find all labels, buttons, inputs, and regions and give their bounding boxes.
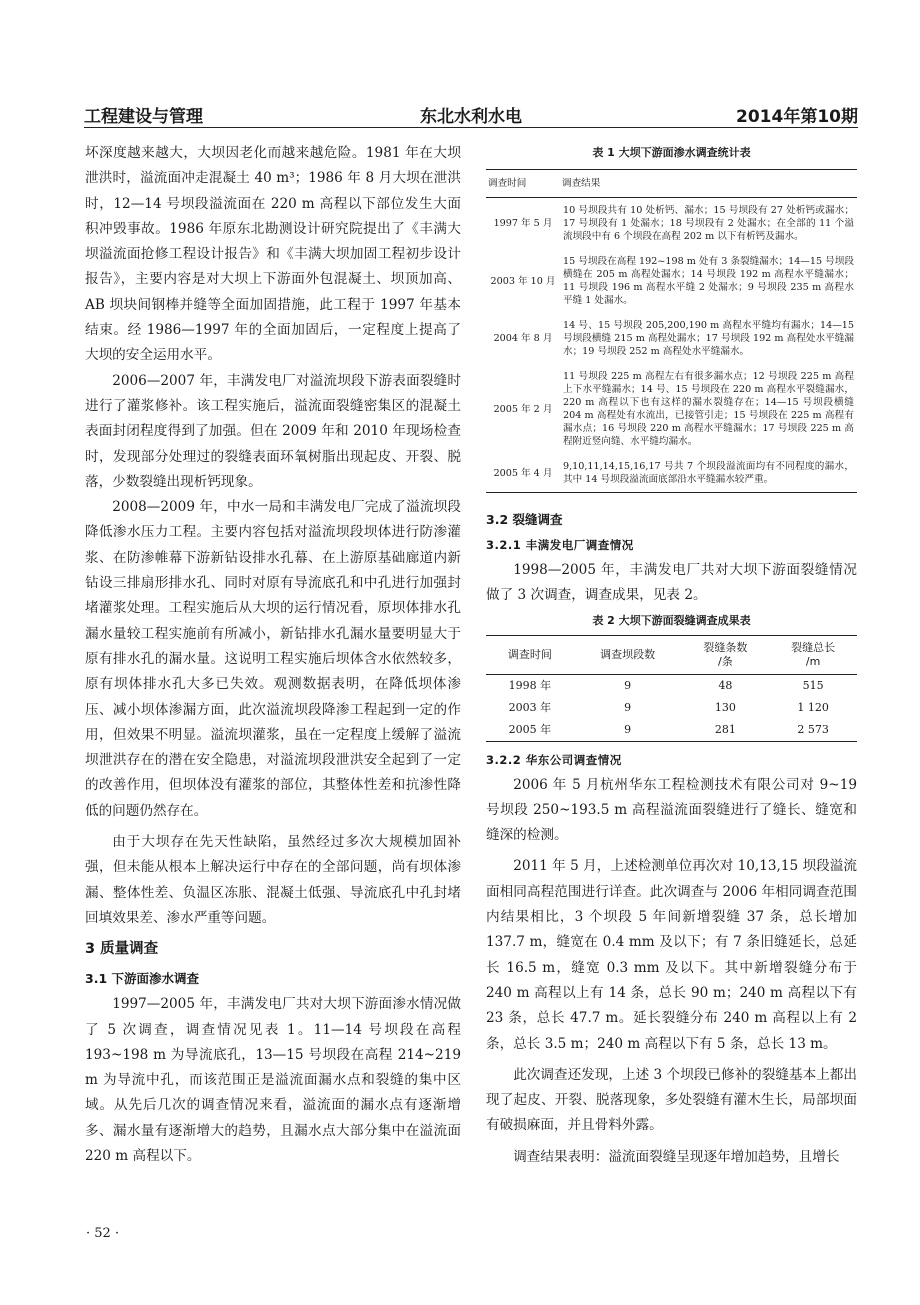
- table-row: [486, 454, 857, 493]
- table1-header-result: 调查结果: [560, 170, 857, 198]
- table1-cell-result: 10 号坝段共有 10 处析钙、漏水；15 号坝段有 27 处析钙或漏水；17 号坝段有 1 处漏水；18 号坝段有 2 处漏水；在全部的 11 个溢流坝段中有 6 个坝段在高程 202 m 以下有析钙及漏水。: [563, 205, 854, 242]
- paragraph: 1998—2005 年，丰满发电厂共对大坝下游面裂缝情况做了 3 次调查，调查成果，见表 2。: [486, 562, 857, 604]
- table1-cell-result: 15 号坝段在高程 192~198 m 处有 3 条裂缝漏水；14—15 号坝段横缝在 205 m 高程处漏水；14 号坝段 192 m 高程水平缝漏水；11 号坝段 196 m 高程水平缝 2 处漏水；9 号坝段 235 m 高程水平缝 1 处漏水。: [563, 256, 854, 306]
- paragraph: 调查结果表明：溢流面裂缝呈现逐年增加趋势，且增长: [513, 1148, 840, 1165]
- table2-caption: 表 2 大坝下游面裂缝调查成果表: [592, 613, 751, 627]
- subsection-heading: 3.1 下游面渗水调查: [85, 971, 199, 987]
- paragraph: 2011 年 5 月，上述检测单位再次对 10,13,15 坝段溢流面相同高程范围进行详查。此次调查与 2006 年相同调查范围内结果相比，3 个坝段 5 年间新增裂缝 37 条，总长增加 137.7 m，缝宽在 0.4 mm 及以下；有 7 条旧缝延长，总延长 16.5 m，缝宽 0.3 mm 及以下。其中新增裂缝分布于 240 m 高程以上有 14 条，总长 90 m；240 m 高程以下有 23 条，总长 47.7 m。延长裂缝分布 240 m 高程以上有 2 条，总长 3.5 m；240 m 高程以下有 5 条，总长 13 m。: [486, 858, 857, 1052]
- table2: [486, 635, 857, 742]
- page-number: · 52 ·: [86, 1226, 120, 1241]
- table2-header: 调查坝段数: [574, 635, 682, 674]
- subsection-heading: 3.2 裂缝调查: [486, 512, 563, 527]
- table1: [486, 169, 857, 493]
- subsubsection-heading: 3.2.2 华东公司调查情况: [486, 752, 622, 767]
- paragraph: 2006—2007 年，丰满发电厂对溢流坝段下游表面裂缝时进行了灌浆修补。该工程实施后，溢流面裂缝密集区的混凝土表面封闭程度得到了加强。但在 2009 年和 2010 年现场检查时，发现部分处理过的裂缝表面环氧树脂出现起皮、开裂、脱落，少数裂缝出现析钙现象。: [85, 372, 461, 490]
- table1-cell-date: 2005 年 2 月: [493, 403, 553, 415]
- table1-cell-date: 2004 年 8 月: [493, 333, 553, 344]
- left-column: [85, 141, 461, 1169]
- table2-cell: 1 120: [797, 700, 829, 714]
- table2-cell: 2 573: [769, 719, 857, 742]
- paragraph: 2006 年 5 月杭州华东工程检测技术有限公司对 9~19 号坝段 250~193.5 m 高程溢流面裂缝进行了缝长、缝宽和缝深的检测。: [486, 776, 857, 844]
- header-issue: 2014年第10期: [736, 107, 858, 127]
- paragraph: 2008—2009 年，中水一局和丰满发电厂完成了溢流坝段降低渗水压力工程。主要内容包括对溢流坝段坝体进行防渗灌浆、在防渗帷幕下游新钻设排水孔幕、在上游原基础廊道内新钻设三排扇形排水孔、同时对原有导流底孔和中孔进行加强封堵灌浆处理。工程实施后从大坝的运行情况看，原坝体排水孔漏水量较工程实施前有所减小，新钻排水孔漏水量要明显大于原有排水孔的漏水量。这说明工程实施后坝体含水依然较多，原有坝体排水孔大多已失效。观测数据表明，在降低坝体渗压、减小坝体渗漏方面，此次溢流坝段降渗工程起到一定的作用，但效果不明显。溢流坝灌浆，虽在一定程度上缓解了溢流坝泄洪存在的潜在安全隐患，对溢流坝段泄洪安全起到了一定的改善作用，但坝体没有灌浆的部位，其整体性差和抗渗性降低的问题仍然存在。: [85, 499, 461, 819]
- table2-cell: 48: [718, 678, 733, 692]
- right-column: [486, 141, 857, 1170]
- table1-caption: 表 1 大坝下游面渗水调查统计表: [592, 146, 751, 159]
- header-section: 工程建设与管理: [84, 107, 203, 127]
- table2-header: 裂缝总长 /m: [769, 635, 857, 674]
- paragraph: 由于大坝存在先天性缺陷，虽然经过多次大规模加固补强，但未能从根本上解决运行中存在的全部问题，尚有坝体渗漏、整体性差、负温区冻胀、混凝土低强、导流底孔中孔封堵回填效果差、渗水严重等问题。: [85, 834, 461, 926]
- table2-cell: 1998 年: [508, 678, 552, 692]
- table-row: [486, 364, 857, 454]
- table-row: [486, 313, 857, 364]
- table2-cell: 2003 年: [508, 700, 552, 714]
- table2-cell: 9: [624, 678, 632, 692]
- table-row: [486, 719, 857, 742]
- table-row: [486, 249, 857, 313]
- table2-cell: 515: [802, 678, 824, 692]
- table1-cell-result: 11 号坝段 225 m 高程左右有很多漏水点；12 号坝段 225 m 高程上下水平缝漏水；14 号、15 号坝段在 220 m 高程水平裂缝漏水，220 m 高程以下也有这样的漏水裂缝存在；14—15 号坝段横缝 204 m 高程处有水流出，已接管引走；15 号坝段在 225 m 高程有漏水点；16 号坝段 220 m 高程水平缝漏水；17 号坝段 225 m 高程附近竖向缝、水平缝均漏水。: [563, 371, 854, 447]
- table1-cell-result: 14 号、15 号坝段 205,200,190 m 高程水平缝均有漏水；14—15 号坝段横缝 215 m 高程处漏水；17 号坝段 192 m 高程处水平缝漏水；19 号坝段 252 m 高程处水平缝漏水。: [563, 320, 854, 357]
- table2-cell: 2005 年: [486, 719, 574, 742]
- table2-cell: 130: [714, 700, 736, 714]
- table1-cell-date: 1997 年 5 月: [493, 218, 553, 229]
- table2-cell: 9: [624, 700, 632, 714]
- table1-cell-result: 9,10,11,14,15,16,17 号共 7 个坝段溢流面均有不同程度的漏水，其中 14 号坝段溢流面底部沿水平缝漏水较严重。: [560, 454, 857, 493]
- paragraph: 此次调查还发现，上述 3 个坝段已修补的裂缝基本上都出现了起皮、开裂、脱落现象，多处裂缝有灌木生长，局部坝面有破损麻面，并且骨料外露。: [486, 1066, 857, 1134]
- table2-cell: 9: [574, 719, 682, 742]
- paragraph: 坏深度越来越大，大坝因老化而越来越危险。1981 年在大坝泄洪时，溢流面冲走混凝土 40 m³；1986 年 8 月大坝在泄洪时，12—14 号坝段溢流面在 220 m 高程以下部位发生大面积冲毁事故。1986 年原东北勘测设计研究院提出了《丰满大坝溢流面抢修工程设计报告》和《丰满大坝加固工程初步设计报告》，主要内容是对大坝上下游面外包混凝土、坝顶加高、AB 坝块间钢棒并缝等全面加固措施，此工程于 1997 年基本结束。经 1986—1997 年的全面加固后，一定程度上提高了大坝的安全运用水平。: [85, 145, 461, 364]
- table2-cell: 281: [682, 719, 770, 742]
- table-row: [486, 697, 857, 719]
- table1-header-date: 调查时间: [486, 170, 560, 198]
- running-header: [84, 98, 858, 128]
- table1-cell-date: 2005 年 4 月: [486, 454, 560, 493]
- table2-header: 调查时间: [486, 635, 574, 674]
- section-heading: 3 质量调查: [85, 941, 159, 958]
- paragraph: 1997—2005 年，丰满发电厂共对大坝下游面渗水情况做了 5 次调查，调查情况见表 1。11—14 号坝段在高程 193~198 m 为导流底孔，13—15 号坝段在高程 214~219 m 为导流中孔，而该范围正是溢流面漏水点和裂缝的集中区域。从先后几次的调查情况来看，溢流面的漏水点有逐渐增多、漏水量有逐渐增大的趋势，且漏水点大部分集中在溢流面 220 m 高程以下。: [85, 996, 461, 1164]
- subsubsection-heading: 3.2.1 丰满发电厂调查情况: [486, 538, 634, 552]
- header-rule: [84, 127, 858, 128]
- header-journal: 东北水利水电: [420, 107, 522, 127]
- table-row: [486, 198, 857, 250]
- table-row: [486, 674, 857, 697]
- table2-header: 裂缝条数 /条: [682, 635, 770, 674]
- table1-cell-date: 2003 年 10 月: [490, 275, 556, 287]
